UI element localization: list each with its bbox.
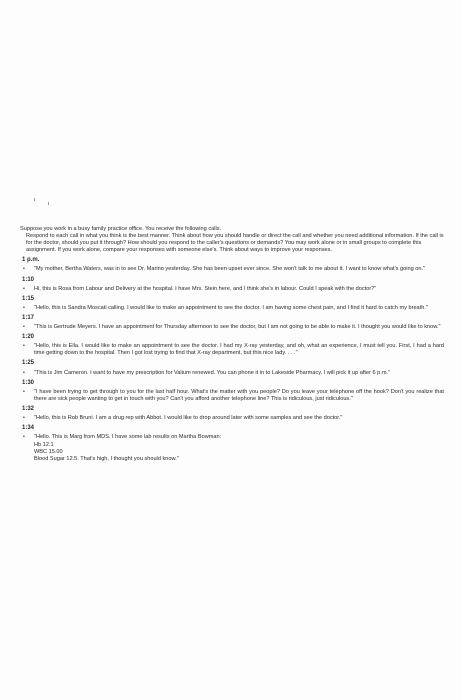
call-message (20, 415, 444, 422)
call-entry (20, 296, 444, 312)
scan-mark (48, 202, 49, 205)
call-message (20, 286, 444, 293)
assignment-text (20, 226, 444, 464)
bullet-icon: ▪ (23, 434, 25, 441)
call-time: 1:30 (22, 379, 35, 386)
call-message (20, 434, 444, 441)
intro-first-line: Suppose you work in a busy family practice office. You receive the following calls. (20, 226, 222, 232)
bullet-icon: ▪ (23, 388, 25, 395)
call-entry (20, 334, 444, 357)
call-time: 1:15 (22, 295, 35, 302)
call-message (20, 266, 444, 273)
call-message-text: "Hello, this is Rob Bruni. I am a drug rep with Abbot. I would like to drop around later with some samples and see the doctor." (34, 414, 343, 421)
call-entry (20, 360, 444, 376)
bullet-icon: ▪ (23, 414, 25, 421)
call-entry (20, 425, 444, 463)
lab-result-line: Hb 12.1 (34, 442, 54, 449)
call-message-text: "Hello, this is Sandra Moscati calling. I would like to make an appointment to see the doctor. I am having some chest pain, and I find it hard to catch my breath." (34, 304, 428, 311)
call-message-text: "Hello. This is Marg from MDS. I have some lab results on Martha Bowman: (34, 434, 222, 441)
bullet-icon: ▪ (23, 324, 25, 331)
scan-mark (34, 198, 35, 201)
call-time: 1:10 (22, 276, 35, 283)
scan-marks (30, 196, 70, 216)
call-time: 1 p.m. (22, 257, 40, 264)
call-entry (20, 406, 444, 422)
call-time: 1:17 (22, 314, 35, 321)
call-message (20, 324, 444, 331)
call-message-text: "I have been trying to get through to you for the last half hour. What's the matter with you people? Do you leave your telephone off the hook? Don't you realize that there are sick people wanting to get in touch with you? Can't you afford another telephone line? This is ridiculous, just ridiculous." (34, 388, 444, 402)
bullet-icon: ▪ (23, 343, 25, 350)
lab-result-line: Blood Sugar 12.5. That's high, I thought you should know." (34, 456, 179, 463)
call-time: 1:32 (22, 405, 35, 412)
lab-result-line: WBC 15.00 (34, 449, 63, 456)
bullet-icon: ▪ (23, 369, 25, 376)
call-entry (20, 257, 444, 273)
intro-paragraph (20, 226, 444, 254)
call-message-text: "Hello, this is Ella. I would like to make an appointment to see the doctor. I had my X-ray yesterday, and oh, what an experience, I must tell you. First, I had a hard time getting down to the hospital. Then I got lost trying to find that X-ray department, but this nice lady. . . ." (34, 343, 444, 357)
call-message-text: "My mother, Bertha Waters, was in to see Dr. Marino yesterday. She has been upset ever since. She won't talk to me about it. I want to know what's going on." (34, 266, 426, 273)
call-message (20, 389, 444, 403)
call-message (20, 343, 444, 357)
intro-rest: Respond to each call in what you think is the best manner. Think about how you should handle or direct the call and whether you need additional information. If the call is for the doctor, should you put it through? How should you respond to the caller's questions or demands? You may work alone or in small groups to complete this assignment. If you work alone, compare your responses with someone else's. Think about ways to improve your responses. (26, 233, 444, 254)
call-message-text: Hi, this is Rosa from Labour and Delivery at the hospital. I have Mrs. Stein here, and I think she's in labour. Could I speak with the doctor?" (34, 285, 377, 292)
call-time: 1:25 (22, 360, 35, 367)
call-message-text: "This is Jim Cameron. I want to have my prescription for Valium renewed. You can phone it in to Lakeside Pharmacy. I will pick it up after 6 p.m." (34, 369, 391, 376)
call-message (20, 305, 444, 312)
call-entry (20, 277, 444, 293)
call-entry (20, 315, 444, 331)
bullet-icon: ▪ (23, 266, 25, 273)
bullet-icon: ▪ (23, 304, 25, 311)
bullet-icon: ▪ (23, 285, 25, 292)
call-entry (20, 380, 444, 403)
call-time: 1:34 (22, 425, 35, 432)
call-time: 1:20 (22, 334, 35, 341)
call-message-text: "This is Gertrude Meyers. I have an appointment for Thursday afternoon to see the doctor, but I am not going to be able to make it. I thought you would like to know." (34, 324, 441, 331)
call-message (20, 370, 444, 377)
